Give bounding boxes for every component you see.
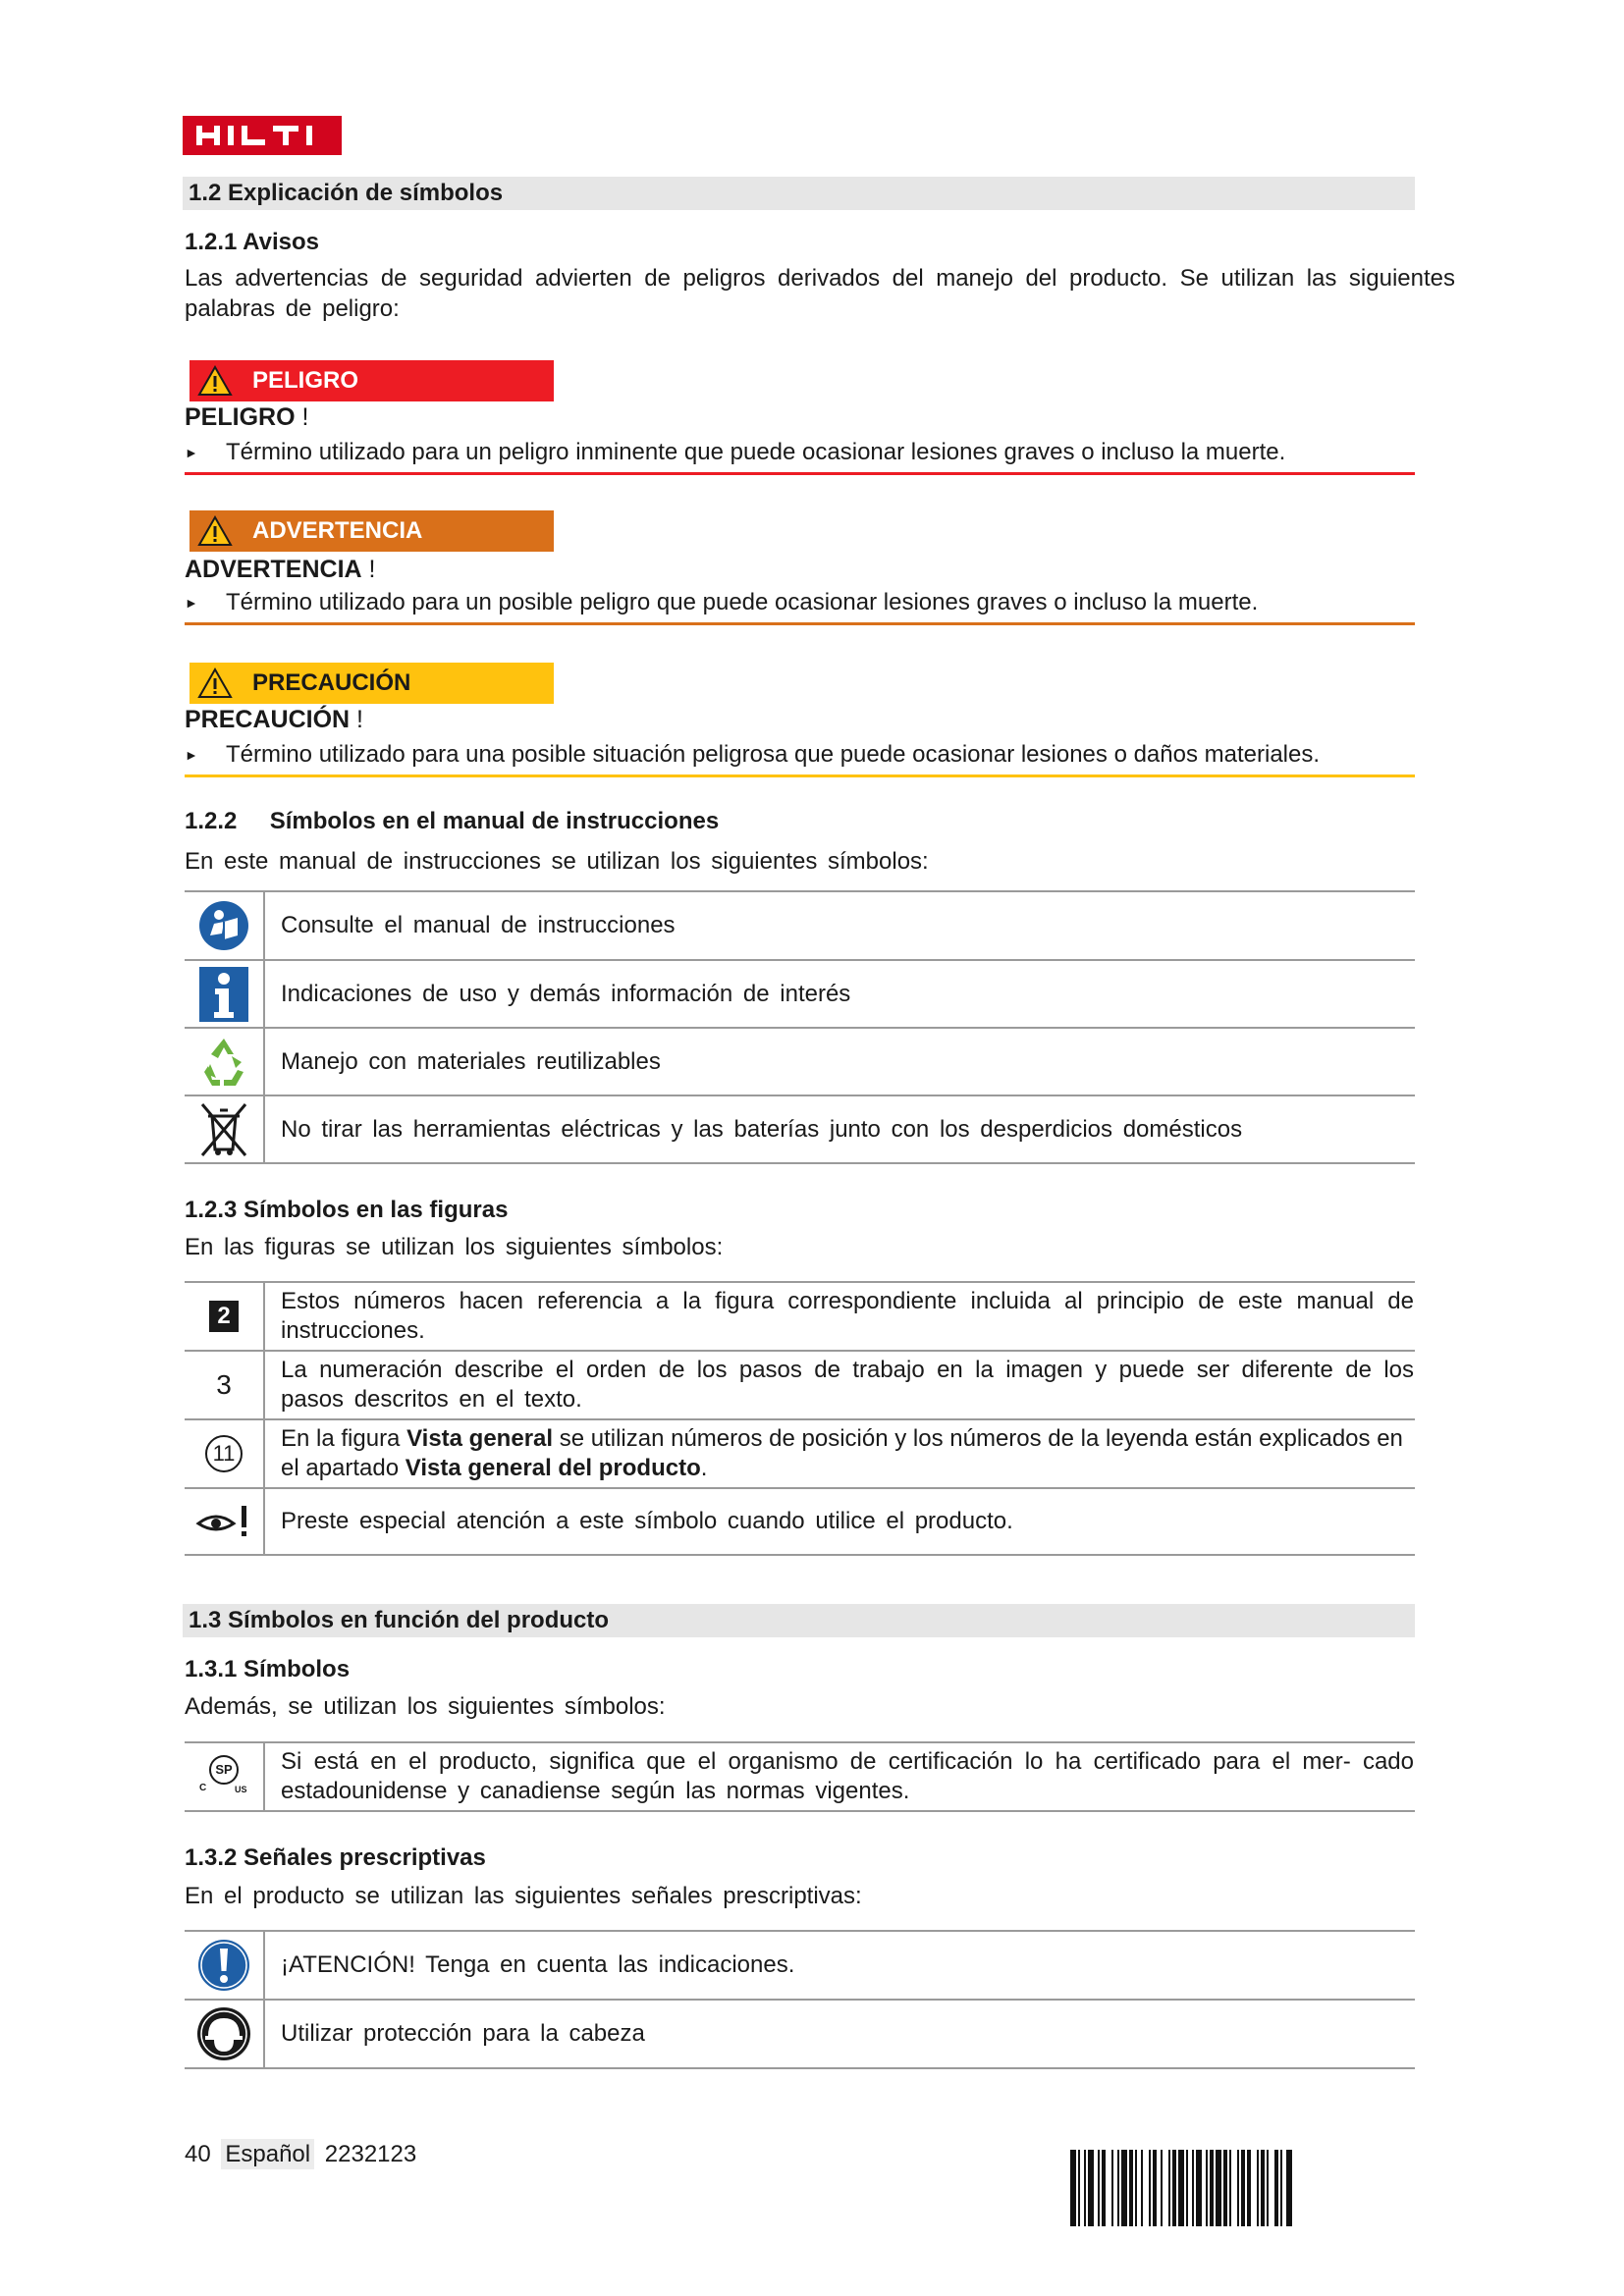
info-icon bbox=[199, 967, 248, 1022]
doc-number: 2232123 bbox=[324, 2141, 417, 2167]
warning-signal-word: ADVERTENCIA ! bbox=[185, 556, 376, 583]
figure-symbol-text: La numeración describe el orden de los pasos de trabajo en la imagen y puede ser diferente de los pasos descritos en el texto. bbox=[281, 1357, 1414, 1413]
warning-triangle-icon bbox=[197, 365, 233, 397]
barcode-image bbox=[1070, 2150, 1404, 2226]
caution-signal-panel bbox=[189, 663, 554, 704]
manual-symbols-table bbox=[185, 890, 1415, 1164]
footer-language: Español bbox=[221, 2139, 314, 2169]
page-number: 40 bbox=[185, 2141, 211, 2167]
bullet-arrow-icon: ► bbox=[185, 595, 198, 611]
table-row bbox=[185, 1743, 1415, 1812]
table-row bbox=[185, 1932, 1415, 2001]
subsection-title-1-2-1: 1.2.1 Avisos bbox=[185, 229, 319, 255]
warning-signal-label: ADVERTENCIA bbox=[252, 517, 423, 544]
danger-signal-word: PELIGRO ! bbox=[185, 403, 309, 431]
mandatory-sign-text: Utilizar protección para la cabeza bbox=[281, 2020, 645, 2047]
head-protection-icon bbox=[196, 2006, 251, 2061]
figure-symbols-intro: En las figuras se utilizan los siguientes símbolos: bbox=[185, 1234, 724, 1260]
warning-description: ► Término utilizado para un posible peligro que puede ocasionar lesiones graves o incluso la muerte. bbox=[185, 589, 1259, 615]
figure-symbols-table bbox=[185, 1281, 1415, 1556]
manual-symbols-intro: En este manual de instrucciones se utilizan los siguientes símbolos: bbox=[185, 848, 929, 875]
table-row bbox=[185, 961, 1415, 1029]
warning-triangle-icon bbox=[197, 667, 233, 699]
mandatory-signs-table bbox=[185, 1930, 1415, 2069]
subsection-title-1-3-1: 1.3.1 Símbolos bbox=[185, 1656, 351, 1682]
table-row bbox=[185, 892, 1415, 961]
manual-symbol-text: Indicaciones de uso y demás información de interés bbox=[281, 980, 851, 1007]
table-row bbox=[185, 1352, 1415, 1420]
product-symbol-text: Si está en el producto, significa que el organismo de certificación lo ha certificado para el mer- cado estadounidense y canadiense según las normas vigentes. bbox=[281, 1748, 1414, 1804]
figure-symbol-text: Preste especial atención a este símbolo cuando utilice el producto. bbox=[281, 1508, 1013, 1534]
mandatory-sign-text: ¡ATENCIÓN! Tenga en cuenta las indicaciones. bbox=[281, 1951, 795, 1978]
figure-number-icon: 2 bbox=[209, 1301, 239, 1332]
table-row bbox=[185, 1283, 1415, 1352]
csa-certification-icon: SP C US bbox=[199, 1755, 248, 1798]
bullet-arrow-icon: ► bbox=[185, 445, 198, 460]
warning-signal-panel bbox=[189, 510, 554, 552]
page-footer bbox=[185, 2140, 416, 2169]
crossed-bin-icon bbox=[196, 1100, 251, 1159]
bullet-arrow-icon: ► bbox=[185, 747, 198, 763]
figure-symbol-text: Estos números hacen referencia a la figura correspondiente incluida al principio de este manual de instrucciones. bbox=[281, 1288, 1414, 1344]
table-row bbox=[185, 1489, 1415, 1556]
manual-symbol-text: Manejo con materiales reutilizables bbox=[281, 1047, 661, 1075]
mandatory-signs-intro: En el producto se utilizan las siguientes señales prescriptivas: bbox=[185, 1883, 862, 1909]
danger-signal-label: PELIGRO bbox=[252, 367, 359, 394]
subsection-title-1-2-2: 1.2.2 Símbolos en el manual de instrucciones bbox=[185, 808, 720, 834]
table-row bbox=[185, 1029, 1415, 1096]
warning-rule bbox=[185, 622, 1415, 625]
caution-rule bbox=[185, 774, 1415, 777]
hilti-logo bbox=[183, 116, 342, 155]
caution-signal-word: PRECAUCIÓN ! bbox=[185, 706, 363, 733]
product-symbols-intro: Además, se utilizan los siguientes símbolos: bbox=[185, 1693, 666, 1720]
caution-signal-label: PRECAUCIÓN bbox=[252, 669, 411, 696]
table-row bbox=[185, 2001, 1415, 2069]
table-row bbox=[185, 1420, 1415, 1489]
eye-attention-icon bbox=[194, 1502, 253, 1541]
danger-rule bbox=[185, 472, 1415, 475]
product-symbols-table bbox=[185, 1741, 1415, 1812]
figure-symbol-text: En la figura Vista general se utilizan números de posición y los números de la leyenda están explicados en el apartado Vista general del producto. bbox=[281, 1425, 1403, 1481]
table-row bbox=[185, 1096, 1415, 1164]
section-heading-1-2: 1.2 Explicación de símbolos bbox=[183, 177, 1415, 210]
position-number-icon: 11 bbox=[205, 1435, 243, 1472]
read-manual-icon bbox=[198, 900, 249, 951]
subsection-title-1-2-3: 1.2.3 Símbolos en las figuras bbox=[185, 1197, 509, 1223]
step-number-icon: 3 bbox=[216, 1369, 232, 1400]
manual-symbol-text: Consulte el manual de instrucciones bbox=[281, 912, 676, 938]
warnings-intro: Las advertencias de seguridad advierten de peligros derivados del manejo del producto. Se utilizan las siguientes palabras de peligro: bbox=[185, 265, 1455, 322]
section-heading-1-3: 1.3 Símbolos en función del producto bbox=[183, 1604, 1415, 1637]
warning-triangle-icon bbox=[197, 515, 233, 547]
attention-mandatory-icon bbox=[197, 1939, 250, 1992]
recycle-icon bbox=[196, 1035, 251, 1090]
danger-description: ► Término utilizado para un peligro inminente que puede ocasionar lesiones graves o incluso la muerte. bbox=[185, 439, 1286, 465]
danger-signal-panel bbox=[189, 360, 554, 401]
subsection-title-1-3-2: 1.3.2 Señales prescriptivas bbox=[185, 1844, 486, 1871]
manual-symbol-text: No tirar las herramientas eléctricas y las baterías junto con los desperdicios domésticos bbox=[281, 1115, 1243, 1143]
caution-description: ► Término utilizado para una posible situación peligrosa que puede ocasionar lesiones o daños materiales. bbox=[185, 741, 1321, 768]
